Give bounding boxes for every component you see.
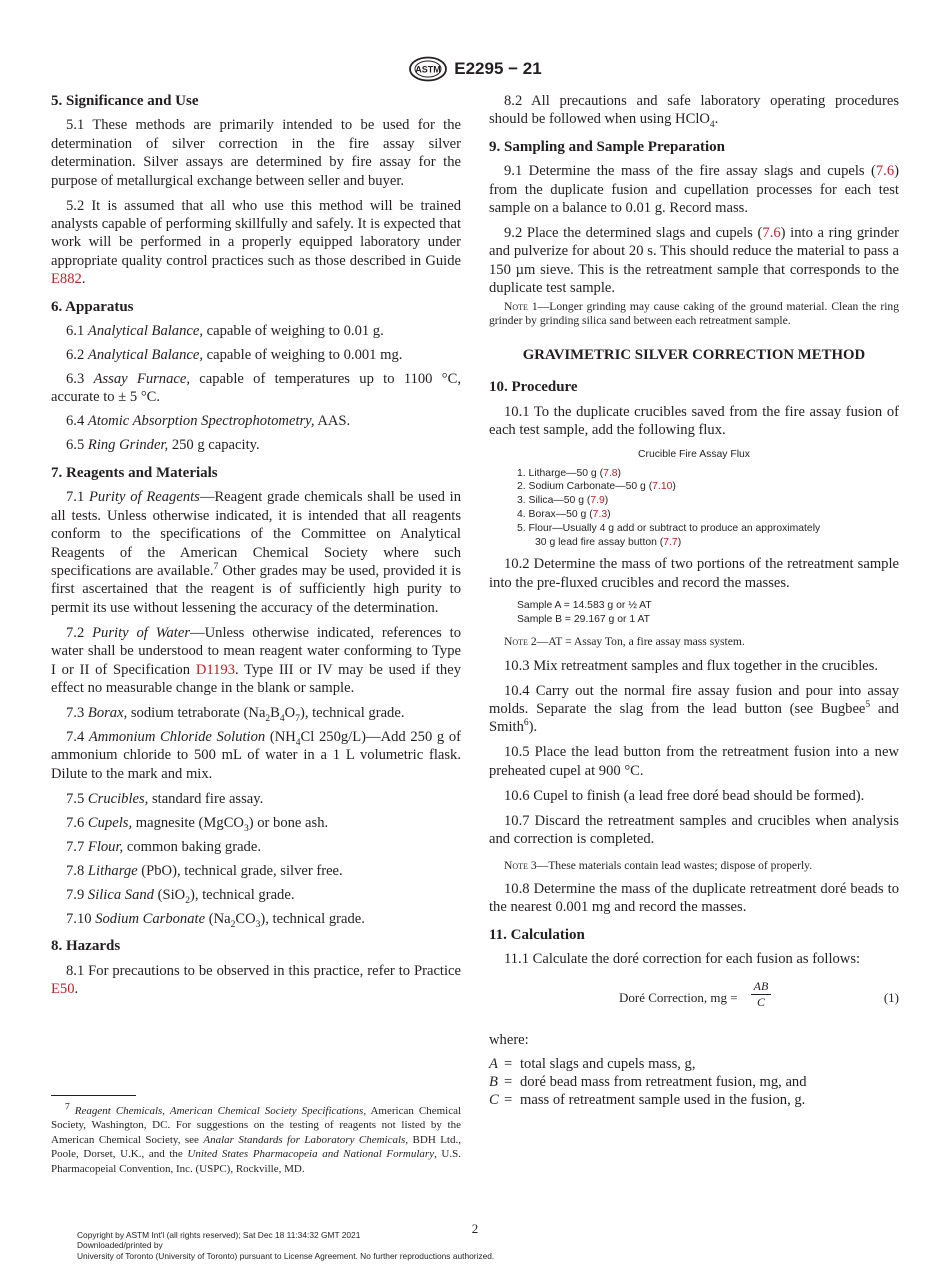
right-column — [489, 92, 899, 1110]
section-heading: 5. Significance and Use — [51, 93, 199, 109]
link-7-9[interactable]: 7.9 — [590, 495, 605, 507]
paragraph-7-3: 7.3 Borax, sodium tetraborate $(Na_2B_4O_7)$, technical grade. — [66, 704, 405, 724]
paragraph-6-1: 6.1 Analytical Balance, capable of weighing to 0.01 g. — [66, 323, 384, 340]
section-heading: 11. Calculation — [489, 926, 585, 943]
section-heading: 9. Sampling and Sample Preparation — [489, 138, 726, 155]
paragraph-7-5: 7.5 Crucibles, standard fire assay. — [66, 790, 264, 807]
paragraph-7-6: 7.6 Cupels, magnesite (MgCO$_3$) or bone ash. — [66, 814, 329, 834]
paragraph-10-6: 10.6 Cupel to finish (a lead free doré bead should be formed). — [504, 787, 865, 804]
paragraph-10-3: 10.3 Mix retreatment samples and flux together in the crucibles. — [504, 657, 879, 674]
paragraph-7-8: 7.8 Litharge (PbO), technical grade, silver free. — [66, 862, 343, 879]
astm-logo — [408, 56, 448, 82]
note-3: Note 3—These materials contain lead wastes; dispose of properly. — [504, 858, 813, 872]
paragraph-7-2: 7.2 Purity of Water—Unless otherwise indicated, references to water shall be understood to mean reagent water conforming to Type I or II of Specification D1193. Type III or IV may be used if they effect no measurable change in the blank or sample. — [51, 624, 462, 696]
copyright-footer: Copyright by ASTM Int'l (all rights reserved); Sat Dec 18 11:34:32 GMT 2021 Downloaded/printed by University of Toronto (University of Toronto) pursuant to License Agreement. No further reproductions authorized. — [77, 1230, 495, 1261]
paragraph-6-4: 6.4 Atomic Absorption Spectrophotometry, AAS. — [66, 413, 351, 430]
page-number: 2 — [471, 1221, 479, 1236]
link-7-6[interactable]: 7.6 — [875, 163, 895, 180]
list-item: Sample A = 14.583 g or ½ AT — [517, 599, 652, 611]
definition-row: B = doré bead mass from retreatment fusion, mg, and — [489, 1074, 807, 1091]
paragraph-6-5: 6.5 Ring Grinder, 250 g capacity. — [66, 437, 260, 454]
link-e882[interactable]: E882 — [51, 271, 82, 288]
paragraph-5-1: 5.1 These methods are primarily intended to be used for the determination of silver correction in the fire assay silver determination. Silver assays are determined by fire assay for the purpose of metallurgical exchange between seller and buyer. — [51, 117, 461, 189]
svg-text:ASTM: ASTM — [415, 64, 442, 75]
list-item: 3. Silica—50 g (7.9) — [517, 495, 609, 507]
paragraph-7-7: 7.7 Flour, common baking grade. — [66, 838, 261, 855]
list-item-continuation: 30 g lead fire assay button (7.7) — [535, 536, 682, 548]
section-heading: 6. Apparatus — [51, 298, 134, 315]
paragraph-7-4: 7.4 Ammonium Chloride Solution ($NH_4Cl$ 250g/L)—Add 250 g of ammonium chloride to 500 mL of water in a 1 L volumetric flask. Dilute to the mark and mix. — [51, 728, 461, 782]
list-item: 5. Flour—Usually 4 g add or subtract to produce an approximately — [517, 522, 821, 534]
paragraph-7-1: 7.1 Purity of Reagents—Reagent grade chemicals shall be used in all tests. Unless otherwise indicated, it is intended that all reagents conform to the specifications of the Committee on Analytical Reagents of the American Chemical Society where such specifications are available.$^7$ Other grades may be used, provided it is first ascertained that the reagent is of sufficiently high purity to permit its use without lessening the accuracy of the determination. — [51, 489, 461, 616]
sample-list — [517, 599, 899, 627]
page-header — [0, 56, 950, 82]
paragraph-10-4: 10.4 Carry out the normal fire assay fusion and pour into assay molds. Separate the slag from the lead button (see Bugbee$^5$ and Smith$^6$). — [489, 682, 899, 736]
paragraph-9-1: 9.1 Determine the mass of the fire assay slags and cupels (7.6) from the duplicate fusion and cupellation processes for each test sample on a balance to 0.01 g. Record mass. — [489, 163, 899, 217]
link-7-6[interactable]: 7.6 — [762, 225, 781, 242]
list-item: Sample B = 29.167 g or 1 AT — [517, 613, 650, 625]
paragraph-7-10: 7.10 Sodium Carbonate $(Na_2CO_3)$, technical grade. — [66, 910, 365, 930]
equation-fraction: $\frac{AB}{C}$ — [751, 979, 771, 1010]
left-column — [51, 92, 461, 1005]
paragraph-10-8: 10.8 Determine the mass of the duplicate retreatment doré beads to the nearest 0.001 mg and record the masses. — [489, 880, 899, 916]
list-item: 4. Borax—50 g (7.3) — [517, 509, 611, 521]
paragraph-6-3: 6.3 Assay Furnace, capable of temperatures up to 1100 °C, accurate to ± 5 °C. — [51, 371, 461, 406]
list-item: 2. Sodium Carbonate—50 g (7.10) — [517, 481, 676, 493]
definition-row: A = total slags and cupels mass, g, — [489, 1055, 696, 1072]
paragraph-6-2: 6.2 Analytical Balance, capable of weighing to 0.001 mg. — [66, 347, 403, 364]
paragraph-8-2: 8.2 All precautions and safe laboratory operating procedures should be followed when using HClO$_4$. — [489, 93, 899, 131]
footnote-ref: 7 — [213, 562, 219, 573]
paragraph-10-2: 10.2 Determine the mass of two portions of the retreatment sample into the pre-fluxed crucibles and record the masses. — [489, 556, 899, 591]
section-heading: 7. Reagents and Materials — [51, 464, 218, 481]
link-e50[interactable]: E50 — [51, 980, 75, 997]
paragraph-11-1: 11.1 Calculate the doré correction for each fusion as follows: — [504, 951, 861, 968]
equation-lhs: Doré Correction, mg = — [619, 989, 738, 1005]
document-designation: E2295 − 21 — [454, 59, 542, 78]
link-7-7[interactable]: 7.7 — [663, 536, 678, 548]
note-1: Note 1—Longer grinding may cause caking of the ground material. Clean the ring grinder by grinding silica sand between each retreatment sample. — [489, 299, 900, 327]
note-2: Note 2—AT = Assay Ton, a fire assay mass system. — [504, 635, 745, 649]
link-d1193[interactable]: D1193 — [195, 661, 236, 678]
section-heading: 8. Hazards — [51, 938, 121, 955]
flux-table-title: Crucible Fire Assay Flux — [637, 449, 751, 461]
where-label: where: — [489, 1031, 529, 1048]
footnote-7: $^7$ Reagent Chemicals, American Chemical Society Specifications, American Chemical Society, Washington, DC. For suggestions on the testing of reagents not listed by the American Chemical Society, see Analar Standards for Laboratory Chemicals, BDH Ltd., Poole, Dorset, U.K., and the United States Pharmacopeia and National Formulary, U.S. Pharmacopeial Convention, Inc. (USPC), Rockville, MD. — [51, 1102, 462, 1175]
list-item: 1. Litharge—50 g (7.8) — [517, 467, 621, 479]
equation-1 — [489, 979, 899, 1013]
footnote-divider — [51, 1095, 136, 1096]
paragraph-10-5: 10.5 Place the lead button from the retreatment fusion into a new preheated cupel at 900 °C. — [489, 744, 899, 779]
definition-row: C = mass of retreatment sample used in the fusion, g. — [489, 1092, 806, 1109]
paragraph-8-1: 8.1 For precautions to be observed in this practice, refer to Practice E50. — [51, 962, 461, 997]
paragraph-10-7: 10.7 Discard the retreatment samples and crucibles when analysis and correction is completed. — [489, 812, 899, 848]
link-7-10[interactable]: 7.10 — [652, 481, 673, 493]
paragraph-5-2: 5.2 It is assumed that all who use this method will be trained analysts capable of performing skillfully and safely. It is expected that work will be performed in a properly equipped laboratory under appropriate quality control practices such as those described in Guide E882. — [51, 197, 461, 288]
method-heading: GRAVIMETRIC SILVER CORRECTION METHOD — [522, 347, 866, 364]
section-heading: 10. Procedure — [489, 379, 578, 396]
paragraph-9-2: 9.2 Place the determined slags and cupels (7.6) into a ring grinder and pulverize for about 20 s. This should reduce the material to pass a 150 µm sieve. This is the retreatment sample that corresponds to the duplicate test sample. — [489, 225, 899, 297]
paragraph-10-1: 10.1 To the duplicate crucibles saved from the fire assay fusion of each test sample, add the following flux. — [489, 403, 899, 439]
link-7-8[interactable]: 7.8 — [603, 467, 618, 479]
variable-definitions — [489, 1055, 899, 1110]
paragraph-7-9: 7.9 Silica Sand (SiO$_2$), technical grade. — [66, 886, 295, 906]
link-7-3[interactable]: 7.3 — [592, 509, 608, 521]
flux-list — [517, 467, 899, 550]
equation-number: (1) — [883, 989, 899, 1005]
